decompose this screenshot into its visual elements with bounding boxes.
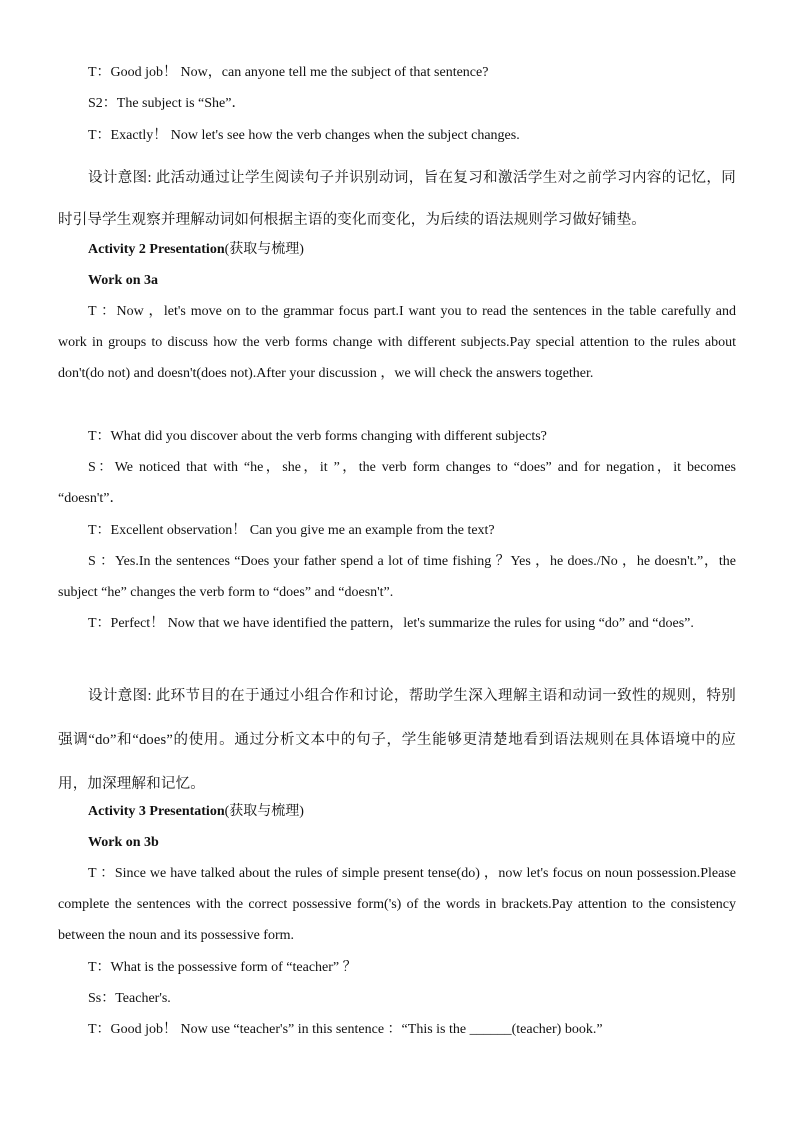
section-heading-main: Activity 3 Presentation (88, 804, 225, 819)
dialogue-line: Ss：Teacher's. (88, 991, 171, 1006)
design-intent-paragraph: 设计意图: 此环节目的在于通过小组合作和讨论，帮助学生深入理解主语和动词一致性的规则，特别强调“do”和“does”的使用。通过分析文本中的句子，学生能够更清楚地看到语法规则在具体语境中的应用，加深理解和记忆。 (58, 688, 736, 792)
dialogue-line: T：Perfect！ Now that we have identified the pattern，let's summarize the rules for using “do” and “does”. (88, 616, 694, 631)
dialogue-line: S ：Yes.In the sentences “Does your father spend a lot of time fishing ？Yes ，he does./No ，he doesn't.”，the subject “he” changes the verb form to “does” and “doesn't”. (58, 554, 736, 601)
dialogue-line: T ：Since we have talked about the rules of simple present tense(do) ，now let's focus on noun possession.Please complete the sentences with the correct possessive form('s) of the words in brackets.Pay attention to the consistency between the noun and its possessive form. (58, 866, 736, 944)
section-heading (88, 796, 728, 827)
dialogue-line: T：Good job！ Now use “teacher's” in this sentence ：“This is the ______(teacher) book.” (88, 1022, 603, 1037)
dialogue-line: T：What is the possessive form of “teacher” ？ (88, 960, 357, 975)
section-heading-cn: (获取与梳理) (224, 804, 304, 819)
section-heading-cn: (获取与梳理) (224, 242, 304, 257)
dialogue-line: T：Good job！ Now，can anyone tell me the subject of that sentence? (88, 65, 489, 80)
dialogue-line: T：Excellent observation！ Can you give me an example from the text? (88, 523, 495, 538)
section-heading (88, 234, 728, 265)
section-heading-main: Activity 2 Presentation (88, 242, 225, 257)
dialogue-line: T ：Now ，let's move on to the grammar focus part.I want you to read the sentences in the table carefully and work in groups to discuss how the verb forms change with different subjects.Pay special attention to the rules about don't(do not) and doesn't(does not).After your discussion ，we will check the answers together. (58, 304, 736, 382)
dialogue-line: T：Exactly！ Now let's see how the verb changes when the subject changes. (88, 128, 520, 143)
dialogue-line: S2：The subject is “She”． (88, 96, 246, 111)
subsection-heading: Work on 3b (88, 835, 159, 850)
subsection-heading: Work on 3a (88, 273, 159, 288)
dialogue-line: S：We noticed that with “he，she，it ”，the verb form changes to “does” and for negation，it becomes “doesn't”． (58, 460, 736, 507)
design-intent-paragraph: 设计意图: 此活动通过让学生阅读句子并识别动词，旨在复习和激活学生对之前学习内容的记忆，同时引导学生观察并理解动词如何根据主语的变化而变化，为后续的语法规则学习做好铺垫。 (58, 170, 736, 228)
dialogue-line: T：What did you discover about the verb forms changing with different subjects? (88, 429, 547, 444)
